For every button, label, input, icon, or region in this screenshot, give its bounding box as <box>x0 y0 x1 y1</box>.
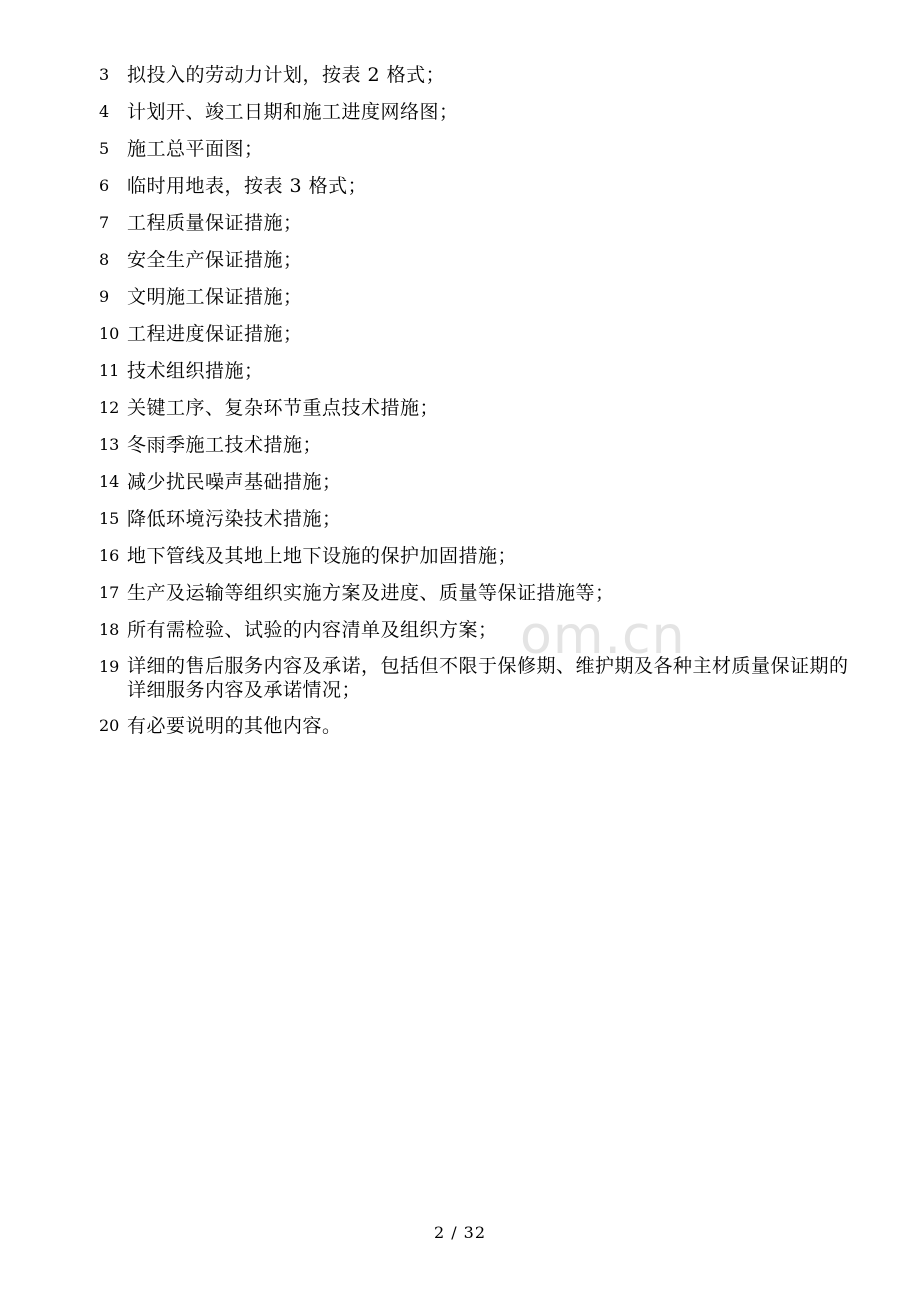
item-number: 13 <box>99 435 120 454</box>
item-text: 计划开、竣工日期和施工进度网络图； <box>127 101 459 123</box>
list-item <box>99 358 859 384</box>
list-item <box>99 136 859 162</box>
item-number: 18 <box>99 620 120 639</box>
item-text: 所有需检验、试验的内容清单及组织方案； <box>127 619 498 641</box>
list-item <box>99 506 859 532</box>
item-number: 10 <box>99 324 120 343</box>
item-text: 文明施工保证措施； <box>127 286 303 308</box>
list-item <box>99 713 859 739</box>
list-item <box>99 210 859 236</box>
list-item <box>99 247 859 273</box>
item-text: 生产及运输等组织实施方案及进度、质量等保证措施等； <box>127 582 615 604</box>
item-text: 减少扰民噪声基础措施； <box>127 471 342 493</box>
item-number: 3 <box>99 65 110 84</box>
item-number: 11 <box>99 361 120 380</box>
item-text: 工程进度保证措施； <box>127 323 303 345</box>
list-item <box>99 395 859 421</box>
item-number: 6 <box>99 176 110 195</box>
item-number: 7 <box>99 213 110 232</box>
watermark-text: om.cn <box>520 606 686 666</box>
item-text: 施工总平面图； <box>127 138 264 160</box>
item-number: 9 <box>99 287 110 306</box>
item-text: 技术组织措施； <box>127 360 264 382</box>
item-text: 地下管线及其地上地下设施的保护加固措施； <box>127 545 518 567</box>
item-number: 8 <box>99 250 110 269</box>
list-item <box>99 284 859 310</box>
list-item <box>99 543 859 569</box>
item-text: 详细的售后服务内容及承诺，包括但不限于保修期、维护期及各种主材质量保证期的详细服务内容及承诺情况； <box>127 655 849 701</box>
list-item <box>99 469 859 495</box>
item-text: 关键工序、复杂环节重点技术措施； <box>127 397 440 419</box>
page-number: 2 / 32 <box>433 1223 487 1242</box>
item-number: 14 <box>99 472 120 491</box>
list-item <box>99 173 859 199</box>
item-text: 安全生产保证措施； <box>127 249 303 271</box>
item-number: 4 <box>99 102 110 121</box>
list-item <box>99 580 859 606</box>
item-text: 临时用地表，按表 3 格式； <box>127 175 368 197</box>
item-number: 20 <box>99 716 120 735</box>
item-number: 16 <box>99 546 120 565</box>
item-number: 17 <box>99 583 120 602</box>
item-number: 15 <box>99 509 120 528</box>
item-text: 拟投入的劳动力计划，按表 2 格式； <box>127 64 446 86</box>
item-text: 有必要说明的其他内容。 <box>127 715 342 737</box>
requirements-list <box>99 62 859 750</box>
list-item <box>99 62 859 88</box>
item-text: 降低环境污染技术措施； <box>127 508 342 530</box>
list-item <box>99 617 859 643</box>
list-item <box>99 99 859 125</box>
item-number: 5 <box>99 139 110 158</box>
list-item <box>99 654 859 702</box>
item-number: 19 <box>99 657 120 676</box>
item-text: 冬雨季施工技术措施； <box>127 434 323 456</box>
list-item <box>99 321 859 347</box>
list-item <box>99 432 859 458</box>
item-number: 12 <box>99 398 120 417</box>
item-text: 工程质量保证措施； <box>127 212 303 234</box>
